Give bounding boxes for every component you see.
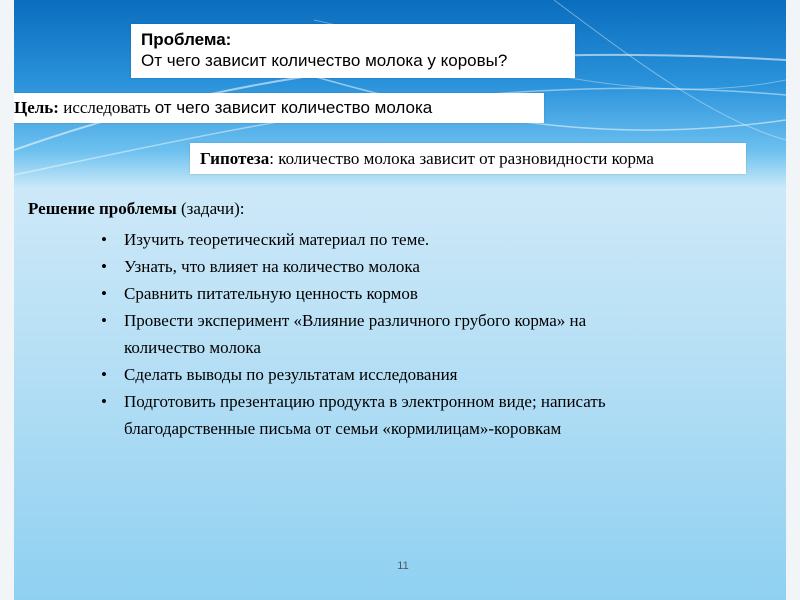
task-text: Провести эксперимент «Влияние различного грубого корма» на (124, 311, 587, 330)
goal-text-sans: от чего зависит количество молока (154, 98, 433, 117)
goal-text-serif: исследовать (63, 98, 151, 117)
bullet-icon: • (101, 392, 107, 411)
problem-title: Проблема: (141, 30, 232, 49)
task-text: Изучить теоретический материал по теме. (124, 230, 430, 249)
bullet-icon: • (101, 257, 107, 276)
solution-heading-rest: (задачи): (176, 199, 245, 218)
page-number: 11 (397, 560, 409, 572)
task-text: Сделать выводы по результатам исследования (124, 365, 458, 384)
hypothesis-text: : количество молока зависит от разновидности корма (269, 149, 654, 168)
solution-heading-bold: Решение проблемы (28, 199, 177, 218)
task-text: Сравнить питательную ценность кормов (124, 284, 418, 303)
list-item (28, 253, 768, 280)
task-text: благодарственные письма от семьи «кормилицам»-коровкам (124, 419, 562, 438)
list-item-continuation (28, 334, 768, 361)
bullet-icon: • (101, 230, 107, 249)
list-item-continuation (28, 415, 768, 442)
hypothesis-label: Гипотеза (200, 149, 270, 168)
task-text: количество молока (124, 338, 261, 357)
task-list (28, 226, 768, 442)
list-item (28, 388, 768, 415)
list-item (28, 307, 768, 334)
task-text: Подготовить презентацию продукта в электронном виде; написать (124, 392, 606, 411)
goal-box (14, 93, 544, 123)
problem-text: От чего зависит количество молока у коровы? (141, 51, 508, 70)
list-item (28, 361, 768, 388)
bullet-icon: • (101, 284, 107, 303)
bullet-icon: • (101, 365, 107, 384)
bullet-icon: • (101, 311, 107, 330)
task-text: Узнать, что влияет на количество молока (124, 257, 420, 276)
solution-section (28, 194, 768, 442)
problem-box (131, 24, 575, 78)
slide (14, 0, 786, 600)
hypothesis-box (190, 143, 746, 174)
goal-label: Цель: (14, 98, 59, 117)
list-item (28, 226, 768, 253)
list-item (28, 280, 768, 307)
solution-heading (28, 194, 768, 224)
